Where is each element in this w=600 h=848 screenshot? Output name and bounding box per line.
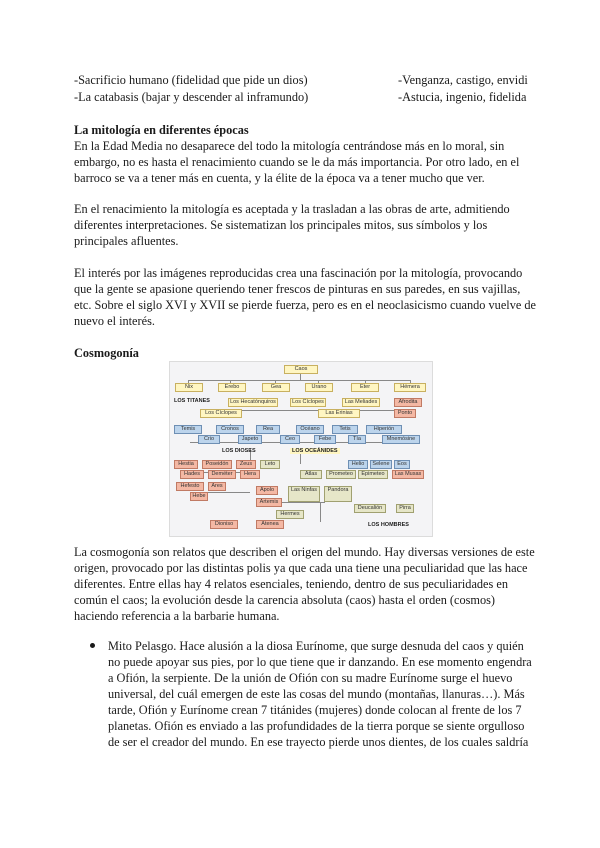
diagram-node: Las Musas	[392, 470, 424, 479]
diagram-node: Afrodita	[394, 398, 422, 407]
diagram-node: Atlas	[300, 470, 322, 479]
diagram-node: Hera	[240, 470, 260, 479]
diagram-node: Ártemis	[256, 498, 282, 507]
text-line: principales afluentes.	[74, 234, 179, 248]
diagram-node: Helio	[348, 460, 368, 469]
diagram-node: Poseidón	[202, 460, 232, 469]
text-line: universal, del cuál emergen de este las cosas del mundo (montañas, llanuras…). Más	[108, 687, 525, 701]
diagram-node: Dioniso	[210, 520, 238, 529]
diagram-group-label: LOS TITANES	[174, 398, 210, 404]
text-line: diferentes interpretaciones. Se sistematizan los principales mitos, sus símbolos y los	[74, 218, 488, 232]
text-line: En la Edad Media no desaparece del todo la mitología centrándose más en lo moral, sin	[74, 139, 505, 153]
diagram-group-label: LOS HOMBRES	[368, 522, 409, 528]
diagram-node: Eter	[351, 383, 379, 392]
diagram-node: Ceo	[280, 435, 300, 444]
paragraph	[74, 201, 529, 249]
diagram-node: Ponto	[394, 409, 416, 418]
genealogy-diagram	[169, 361, 433, 537]
diagram-node: Apolo	[256, 486, 278, 495]
diagram-node: Deméter	[208, 470, 236, 479]
text-line: no puede apoyar sus pies, por lo que tiene que ir danzando. En ese momento engendra	[108, 655, 532, 669]
text-line: etc. Sobre el siglo XVI y XVII se pierde fuerza, pero es en el neoclasicismo cuando vuelve de	[74, 298, 536, 312]
diagram-node: Los Cíclopes	[290, 398, 326, 407]
paragraph	[74, 265, 536, 329]
diagram-node: Japeto	[238, 435, 262, 444]
diagram-node: Hermes	[276, 510, 304, 519]
diagram-node: Hebe	[190, 492, 208, 501]
diagram-node: Leto	[260, 460, 280, 469]
diagram-node: Érebo	[218, 383, 246, 392]
list-item: -Astucia, ingenio, fidelida	[398, 90, 527, 104]
diagram-node: Pandora	[324, 486, 352, 502]
text-line: Mito Pelasgo. Hace alusión a la diosa Eurínome, que surge desnuda del caos y quién	[108, 639, 524, 653]
text-line: nuevo el interés.	[74, 314, 155, 328]
diagram-node: Eos	[394, 460, 410, 469]
diagram-node: Tía	[348, 435, 366, 444]
diagram-node: Urano	[305, 383, 333, 392]
diagram-node: Los Cíclopes	[200, 409, 242, 418]
diagram-node: Rea	[256, 425, 280, 434]
diagram-node: Zeus	[236, 460, 256, 469]
diagram-node: Febe	[314, 435, 336, 444]
diagram-node: Temis	[174, 425, 202, 434]
diagram-node: Las Erinias	[318, 409, 360, 418]
diagram-node: Hémera	[394, 383, 426, 392]
text-line: a Ofión, la serpiente. De la unión de Ofión con su madre Eurínome surge el huevo	[108, 671, 513, 685]
list-item	[108, 638, 532, 750]
text-line: barroco se va a tener más en cuenta, y la élite de la época va a tener mucho que ver.	[74, 171, 485, 185]
diagram-node: Hefesto	[176, 482, 204, 491]
diagram-node: Atenea	[256, 520, 284, 529]
diagram-node: Océano	[296, 425, 324, 434]
diagram-node: Gea	[262, 383, 290, 392]
diagram-node: Prometeo	[326, 470, 356, 479]
list-item: -Venganza, castigo, envidi	[398, 73, 528, 87]
text-line: embargo, no es hasta el renacimiento cuando se le da más importancia. Por otro lado, en el	[74, 155, 520, 169]
diagram-group-label: LOS OCEÁNIDES	[292, 448, 338, 454]
list-item: -Sacrificio humano (fidelidad que pide un dios)	[74, 73, 308, 87]
diagram-node: Deucalión	[354, 504, 386, 513]
diagram-group-label: LOS DIOSES	[222, 448, 256, 454]
text-line: haciendo referencia a la barbarie humana.	[74, 609, 280, 623]
diagram-node: Cronos	[216, 425, 244, 434]
text-line: El interés por las imágenes reproducidas crea una fascinación por la mitología, provocando	[74, 266, 523, 280]
diagram-node: Las Meliades	[342, 398, 380, 407]
diagram-node: Crio	[198, 435, 220, 444]
diagram-node: Hiperión	[366, 425, 402, 434]
paragraph	[74, 138, 529, 186]
diagram-node: Mnemósine	[382, 435, 420, 444]
diagram-node: Tetis	[332, 425, 358, 434]
diagram-node: Epimeteo	[358, 470, 388, 479]
diagram-node: Las Ninfas	[288, 486, 320, 502]
diagram-node: Caos	[284, 365, 318, 374]
text-line: origen, provocado por las distintas polis ya que cada una tiene una peculiaridad que las hace	[74, 561, 528, 575]
text-line: diferentes. Entre ellas hay 4 relatos esenciales, teniendo, dentro de sus peculiaridades en	[74, 577, 508, 591]
text-line: tarde, Ofión y Eurínome crean 7 titánides (mujeres) donde colocan al frente de los 7	[108, 703, 522, 717]
text-line: La cosmogonía son relatos que describen el origen del mundo. Hay diversas versiones de este	[74, 545, 535, 559]
section-heading-cosmogonia: Cosmogonía	[74, 346, 139, 360]
diagram-node: Selene	[370, 460, 392, 469]
diagram-node: Nix	[175, 383, 203, 392]
diagram-node: Los Hecatónquiros	[228, 398, 278, 407]
diagram-node: Hades	[180, 470, 204, 479]
list-item: -La catabasis (bajar y descender al inframundo)	[74, 90, 309, 104]
diagram-node: Pirra	[396, 504, 414, 513]
paragraph	[74, 544, 535, 624]
bullet-icon	[90, 643, 95, 648]
text-line: planetas. Ofión es enviado a las profundidades de la tierra porque se siente orgulloso	[108, 719, 525, 733]
text-line: que la gente se apasione queriendo tener frescos de pinturas en sus paredes, en sus vajillas,	[74, 282, 521, 296]
diagram-node: Hestia	[174, 460, 198, 469]
text-line: común el caos; la evolución desde la carencia absoluta (caos) hasta el orden (cosmos)	[74, 593, 496, 607]
text-line: de ser el creador del mundo. En ese trayecto pierde unos dientes, de los cuales saldría	[108, 735, 529, 749]
text-line: En el renacimiento la mitología es aceptada y la trasladan a las obras de arte, admitiendo	[74, 202, 510, 216]
diagram-node: Ares	[208, 482, 226, 491]
section-heading-mitologia: La mitología en diferentes épocas	[74, 123, 249, 137]
